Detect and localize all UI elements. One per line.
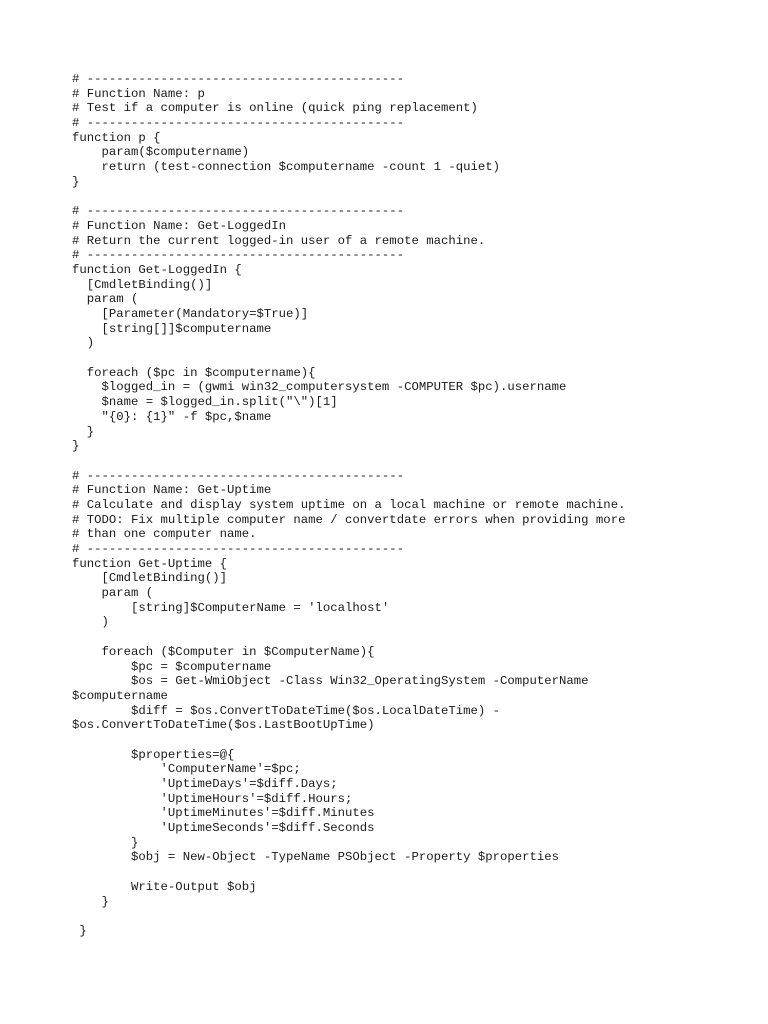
code-line: # ------------------------------------------- xyxy=(72,468,405,483)
code-line: [Parameter(Mandatory=$True)] xyxy=(72,307,309,321)
code-line: 'UptimeSeconds'=$diff.Seconds xyxy=(72,821,375,836)
code-line: } xyxy=(72,835,139,850)
code-line: 'UptimeHours'=$diff.Hours; xyxy=(72,791,353,806)
code-line: # Function Name: Get-LoggedIn xyxy=(72,218,287,233)
code-line: } xyxy=(72,424,95,439)
code-line: ) xyxy=(72,615,109,630)
code-line: $diff = $os.ConvertToDateTime($os.LocalDateTime) - xyxy=(72,703,501,718)
code-line: } xyxy=(72,439,80,454)
code-line: # TODO: Fix multiple computer name / convertdate errors when providing more xyxy=(72,512,626,527)
code-line: return (test-connection $computername -count 1 -quiet) xyxy=(72,160,501,175)
code-line: $logged_in = (gwmi win32_computersystem -COMPUTER $pc).username xyxy=(72,380,567,395)
code-line: "{0}: {1}" -f $pc,$name xyxy=(72,409,272,424)
code-line: $os.ConvertToDateTime($os.LastBootUpTime) xyxy=(72,718,375,733)
code-line: param ( xyxy=(72,586,154,601)
code-line xyxy=(72,190,752,205)
code-line xyxy=(72,909,752,924)
code-line: Write-Output $obj xyxy=(72,879,257,894)
code-line xyxy=(72,733,752,748)
code-line xyxy=(72,454,752,469)
code-line: [string[]]$computername xyxy=(72,321,272,336)
code-line: # Calculate and display system uptime on a local machine or remote machine. xyxy=(72,497,626,512)
code-line: # ------------------------------------------- xyxy=(72,204,405,219)
code-line: 'ComputerName'=$pc; xyxy=(72,762,301,777)
code-line: } xyxy=(72,174,80,189)
code-line: $name = $logged_in.split("\")[1] xyxy=(72,395,338,410)
code-line: foreach ($pc in $computername){ xyxy=(72,365,316,380)
code-line: # Function Name: Get-Uptime xyxy=(72,483,272,498)
code-line: $pc = $computername xyxy=(72,659,272,674)
code-line: } xyxy=(72,923,87,938)
code-line: # ------------------------------------------- xyxy=(72,248,405,263)
code-line: # ------------------------------------------- xyxy=(72,542,405,556)
code-line: # Return the current logged-in user of a remote machine. xyxy=(72,233,486,248)
code-line xyxy=(72,351,752,366)
code-line xyxy=(72,865,752,880)
code-line: ) xyxy=(72,336,95,351)
code-line: [CmdletBinding()] xyxy=(72,571,227,586)
code-line: [string]$ComputerName = 'localhost' xyxy=(72,600,390,615)
code-line: # Function Name: p xyxy=(72,86,205,101)
code-line: $obj = New-Object -TypeName PSObject -Property $properties xyxy=(72,850,560,865)
code-line: } xyxy=(72,894,109,909)
code-listing xyxy=(72,72,752,939)
code-line: function Get-Uptime { xyxy=(72,556,227,571)
code-line xyxy=(72,630,752,645)
code-line: foreach ($Computer in $ComputerName){ xyxy=(72,644,375,659)
code-line: # than one computer name. xyxy=(72,527,257,542)
code-line: $os = Get-WmiObject -Class Win32_OperatingSystem -ComputerName xyxy=(72,674,589,689)
code-line: param($computername) xyxy=(72,145,250,160)
code-line: param ( xyxy=(72,292,139,307)
code-line: function Get-LoggedIn { xyxy=(72,262,242,277)
code-line: [CmdletBinding()] xyxy=(72,277,213,292)
code-line: # ------------------------------------------- xyxy=(72,116,405,131)
code-line: function p { xyxy=(72,130,161,145)
code-line: 'UptimeDays'=$diff.Days; xyxy=(72,777,338,791)
code-line: $properties=@{ xyxy=(72,747,235,762)
code-line: 'UptimeMinutes'=$diff.Minutes xyxy=(72,806,375,821)
code-line: # ------------------------------------------- xyxy=(72,72,405,86)
code-line: $computername xyxy=(72,688,168,703)
code-line: # Test if a computer is online (quick ping replacement) xyxy=(72,101,478,116)
